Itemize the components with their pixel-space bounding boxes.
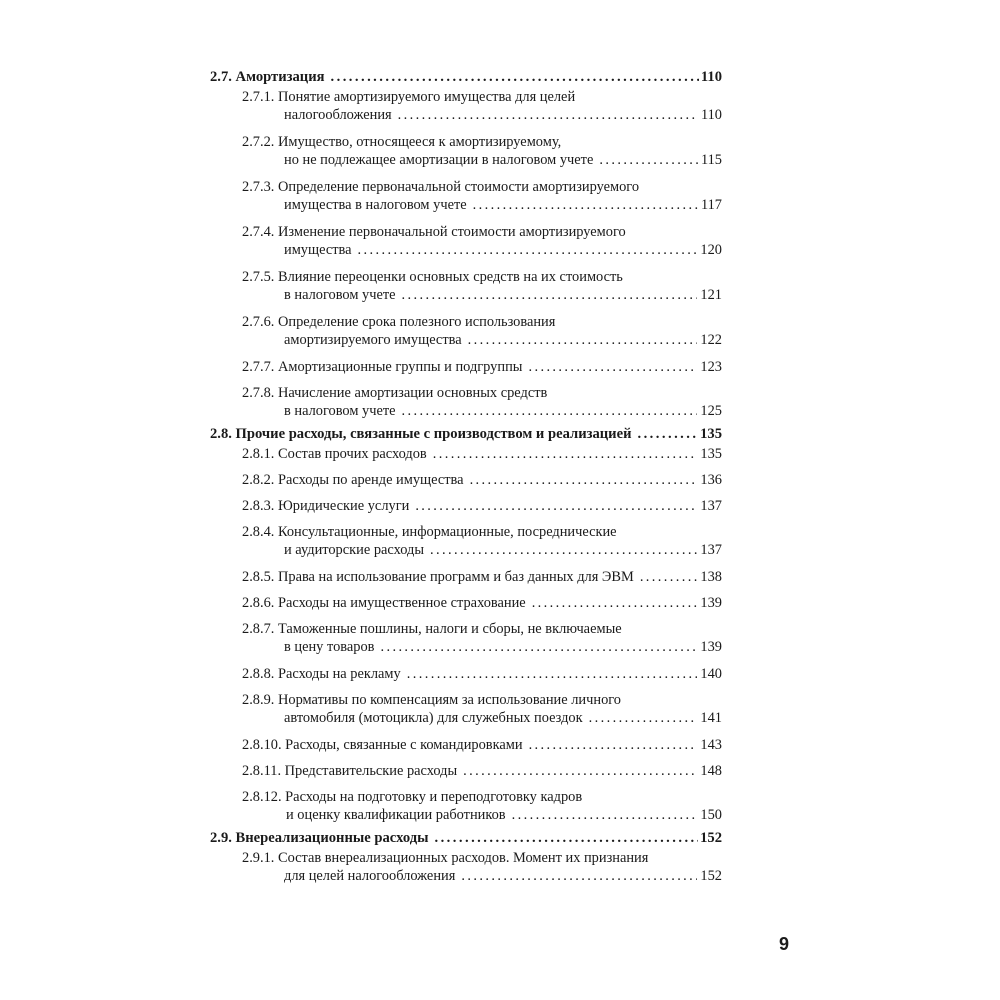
page-number: 9 bbox=[779, 934, 790, 954]
toc-entry-2-7-2[interactable] bbox=[210, 133, 722, 169]
toc-entry-title: 2.7.6. Определение срока полезного использования bbox=[242, 314, 556, 330]
toc-entry-title: 2.7.2. Имущество, относящееся к амортизируемому, bbox=[242, 134, 562, 150]
toc-entry-2-8-7[interactable] bbox=[210, 620, 722, 656]
toc-page-number: 117 bbox=[700, 197, 722, 213]
toc-entry-title-cont: автомобиля (мотоцикла) для служебных поездок bbox=[284, 710, 583, 726]
toc-entry-title: 2.8.7. Таможенные пошлины, налоги и сборы, не включаемые bbox=[242, 621, 622, 637]
toc-entry-2-8-5[interactable] bbox=[210, 568, 722, 586]
toc-page-number: 138 bbox=[700, 569, 722, 585]
toc-entry-2-8-9[interactable] bbox=[210, 691, 722, 727]
toc-entry-title-cont: в цену товаров bbox=[284, 639, 375, 655]
toc-entry-2-7-1[interactable] bbox=[210, 88, 722, 124]
toc-entry-title: 2.7.3. Определение первоначальной стоимости амортизируемого bbox=[242, 179, 640, 195]
toc-entry-2-8-4[interactable] bbox=[210, 523, 722, 559]
toc-entry-2-8-6[interactable] bbox=[210, 594, 722, 612]
toc-section-2-8[interactable] bbox=[210, 423, 722, 445]
toc-entry-title-cont: в налоговом учете bbox=[284, 287, 396, 303]
toc-page-number: 115 bbox=[700, 152, 722, 168]
dot-leader bbox=[512, 806, 698, 824]
dot-leader bbox=[461, 867, 697, 885]
dot-leader bbox=[470, 471, 698, 489]
dot-leader bbox=[532, 594, 698, 612]
toc-entry-2-8-12[interactable] bbox=[210, 788, 722, 824]
toc-entry-title-cont: но не подлежащее амортизации в налоговом учете bbox=[284, 152, 594, 168]
dot-leader bbox=[407, 665, 698, 683]
toc-page-number: 120 bbox=[700, 242, 722, 258]
toc-page-number: 143 bbox=[700, 737, 722, 753]
toc-entry-title: 2.8.11. Представительские расходы bbox=[242, 763, 458, 779]
dot-leader bbox=[398, 106, 698, 124]
toc-page-number: 152 bbox=[700, 830, 722, 846]
toc-entry-2-8-8[interactable] bbox=[210, 665, 722, 683]
toc-entry-title: 2.7.1. Понятие амортизируемого имущества для целей bbox=[242, 89, 576, 105]
toc-entry-title: 2.8.9. Нормативы по компенсациям за использование личного bbox=[242, 692, 622, 708]
toc-section-2-9[interactable] bbox=[210, 827, 722, 849]
toc-entry-title-cont: налогообложения bbox=[284, 107, 392, 123]
dot-leader bbox=[529, 736, 698, 754]
toc-entry-2-7-4[interactable] bbox=[210, 223, 722, 259]
dot-leader bbox=[463, 762, 697, 780]
dot-leader bbox=[468, 331, 698, 349]
toc-page-number: 122 bbox=[700, 332, 722, 348]
toc-entry-title: 2.9.1. Состав внереализационных расходов. Момент их признания bbox=[242, 850, 649, 866]
toc-page-number: 121 bbox=[700, 287, 722, 303]
toc-entry-2-7-5[interactable] bbox=[210, 268, 722, 304]
toc-page-number: 137 bbox=[700, 542, 722, 558]
toc-entry-2-8-2[interactable] bbox=[210, 471, 722, 489]
toc-entry-2-8-1[interactable] bbox=[210, 445, 722, 463]
dot-leader bbox=[433, 445, 698, 463]
toc-entry-2-9-1[interactable] bbox=[210, 849, 722, 885]
toc-entry-title: 2.7.8. Начисление амортизации основных средств bbox=[242, 385, 548, 401]
toc-entry-title-cont: и аудиторские расходы bbox=[284, 542, 425, 558]
toc-page-number: 139 bbox=[700, 639, 722, 655]
dot-leader bbox=[402, 286, 698, 304]
toc-page-number: 148 bbox=[700, 763, 722, 779]
toc-section-title: 2.8. Прочие расходы, связанные с производством и реализацией bbox=[210, 426, 632, 442]
toc-page-number: 135 bbox=[700, 426, 722, 442]
dot-leader bbox=[415, 497, 697, 515]
toc-page-number: 139 bbox=[700, 595, 722, 611]
toc-entry-2-7-7[interactable] bbox=[210, 358, 722, 376]
toc-entry-title-cont: амортизируемого имущества bbox=[284, 332, 462, 348]
toc-entry-title: 2.8.3. Юридические услуги bbox=[242, 498, 410, 514]
toc-page-number: 141 bbox=[700, 710, 722, 726]
dot-leader bbox=[380, 638, 697, 656]
toc-page-number: 125 bbox=[700, 403, 722, 419]
toc-entry-2-8-10[interactable] bbox=[210, 736, 722, 754]
toc-page-number: 110 bbox=[700, 107, 722, 123]
toc-entry-title-cont: и оценку квалификации работников bbox=[286, 807, 506, 823]
toc-section-title: 2.7. Амортизация bbox=[210, 69, 325, 85]
dot-leader bbox=[430, 541, 697, 559]
toc-entry-2-8-3[interactable] bbox=[210, 497, 722, 515]
toc-entry-title: 2.8.2. Расходы по аренде имущества bbox=[242, 472, 464, 488]
toc-page-number: 123 bbox=[700, 359, 722, 375]
toc-entry-title: 2.8.4. Консультационные, информационные, посреднические bbox=[242, 524, 617, 540]
dot-leader bbox=[589, 709, 698, 727]
toc-entry-title: 2.7.7. Амортизационные группы и подгруппы bbox=[242, 359, 523, 375]
toc-entry-title: 2.7.5. Влияние переоценки основных средств на их стоимость bbox=[242, 269, 623, 285]
toc-entry-title: 2.8.12. Расходы на подготовку и переподготовку кадров bbox=[242, 789, 583, 805]
toc-entry-title: 2.8.10. Расходы, связанные с командировками bbox=[242, 737, 523, 753]
toc-entry-2-8-11[interactable] bbox=[210, 762, 722, 780]
dot-leader bbox=[434, 827, 698, 849]
toc-section-2-7[interactable] bbox=[210, 66, 722, 88]
toc-page-number: 110 bbox=[700, 69, 722, 85]
toc-entry-2-7-6[interactable] bbox=[210, 313, 722, 349]
dot-leader bbox=[637, 423, 698, 445]
toc-section-title: 2.9. Внереализационные расходы bbox=[210, 830, 429, 846]
toc-entry-title: 2.8.1. Состав прочих расходов bbox=[242, 446, 427, 462]
toc-page-number: 137 bbox=[700, 498, 722, 514]
toc-page-number: 152 bbox=[700, 868, 722, 884]
toc-entry-title-cont: для целей налогообложения bbox=[284, 868, 456, 884]
toc-page-number: 140 bbox=[700, 666, 722, 682]
toc-entry-title-cont: имущества bbox=[284, 242, 352, 258]
dot-leader bbox=[599, 151, 698, 169]
dot-leader bbox=[528, 358, 697, 376]
toc-page-number: 150 bbox=[700, 807, 722, 823]
toc-page-number: 136 bbox=[700, 472, 722, 488]
toc-entry-title: 2.8.8. Расходы на рекламу bbox=[242, 666, 401, 682]
toc-entry-title-cont: в налоговом учете bbox=[284, 403, 396, 419]
toc-entry-title-cont: имущества в налоговом учете bbox=[284, 197, 467, 213]
dot-leader bbox=[358, 241, 698, 259]
dot-leader bbox=[473, 196, 698, 214]
toc-entry-title: 2.8.5. Права на использование программ и баз данных для ЭВМ bbox=[242, 569, 634, 585]
toc-page-number: 135 bbox=[700, 446, 722, 462]
dot-leader bbox=[331, 66, 699, 88]
toc-entry-2-7-8[interactable] bbox=[210, 384, 722, 420]
toc-entry-title: 2.8.6. Расходы на имущественное страхование bbox=[242, 595, 526, 611]
dot-leader bbox=[640, 568, 698, 586]
toc-entry-2-7-3[interactable] bbox=[210, 178, 722, 214]
table-of-contents bbox=[210, 66, 722, 894]
toc-entry-title: 2.7.4. Изменение первоначальной стоимости амортизируемого bbox=[242, 224, 626, 240]
dot-leader bbox=[402, 402, 698, 420]
